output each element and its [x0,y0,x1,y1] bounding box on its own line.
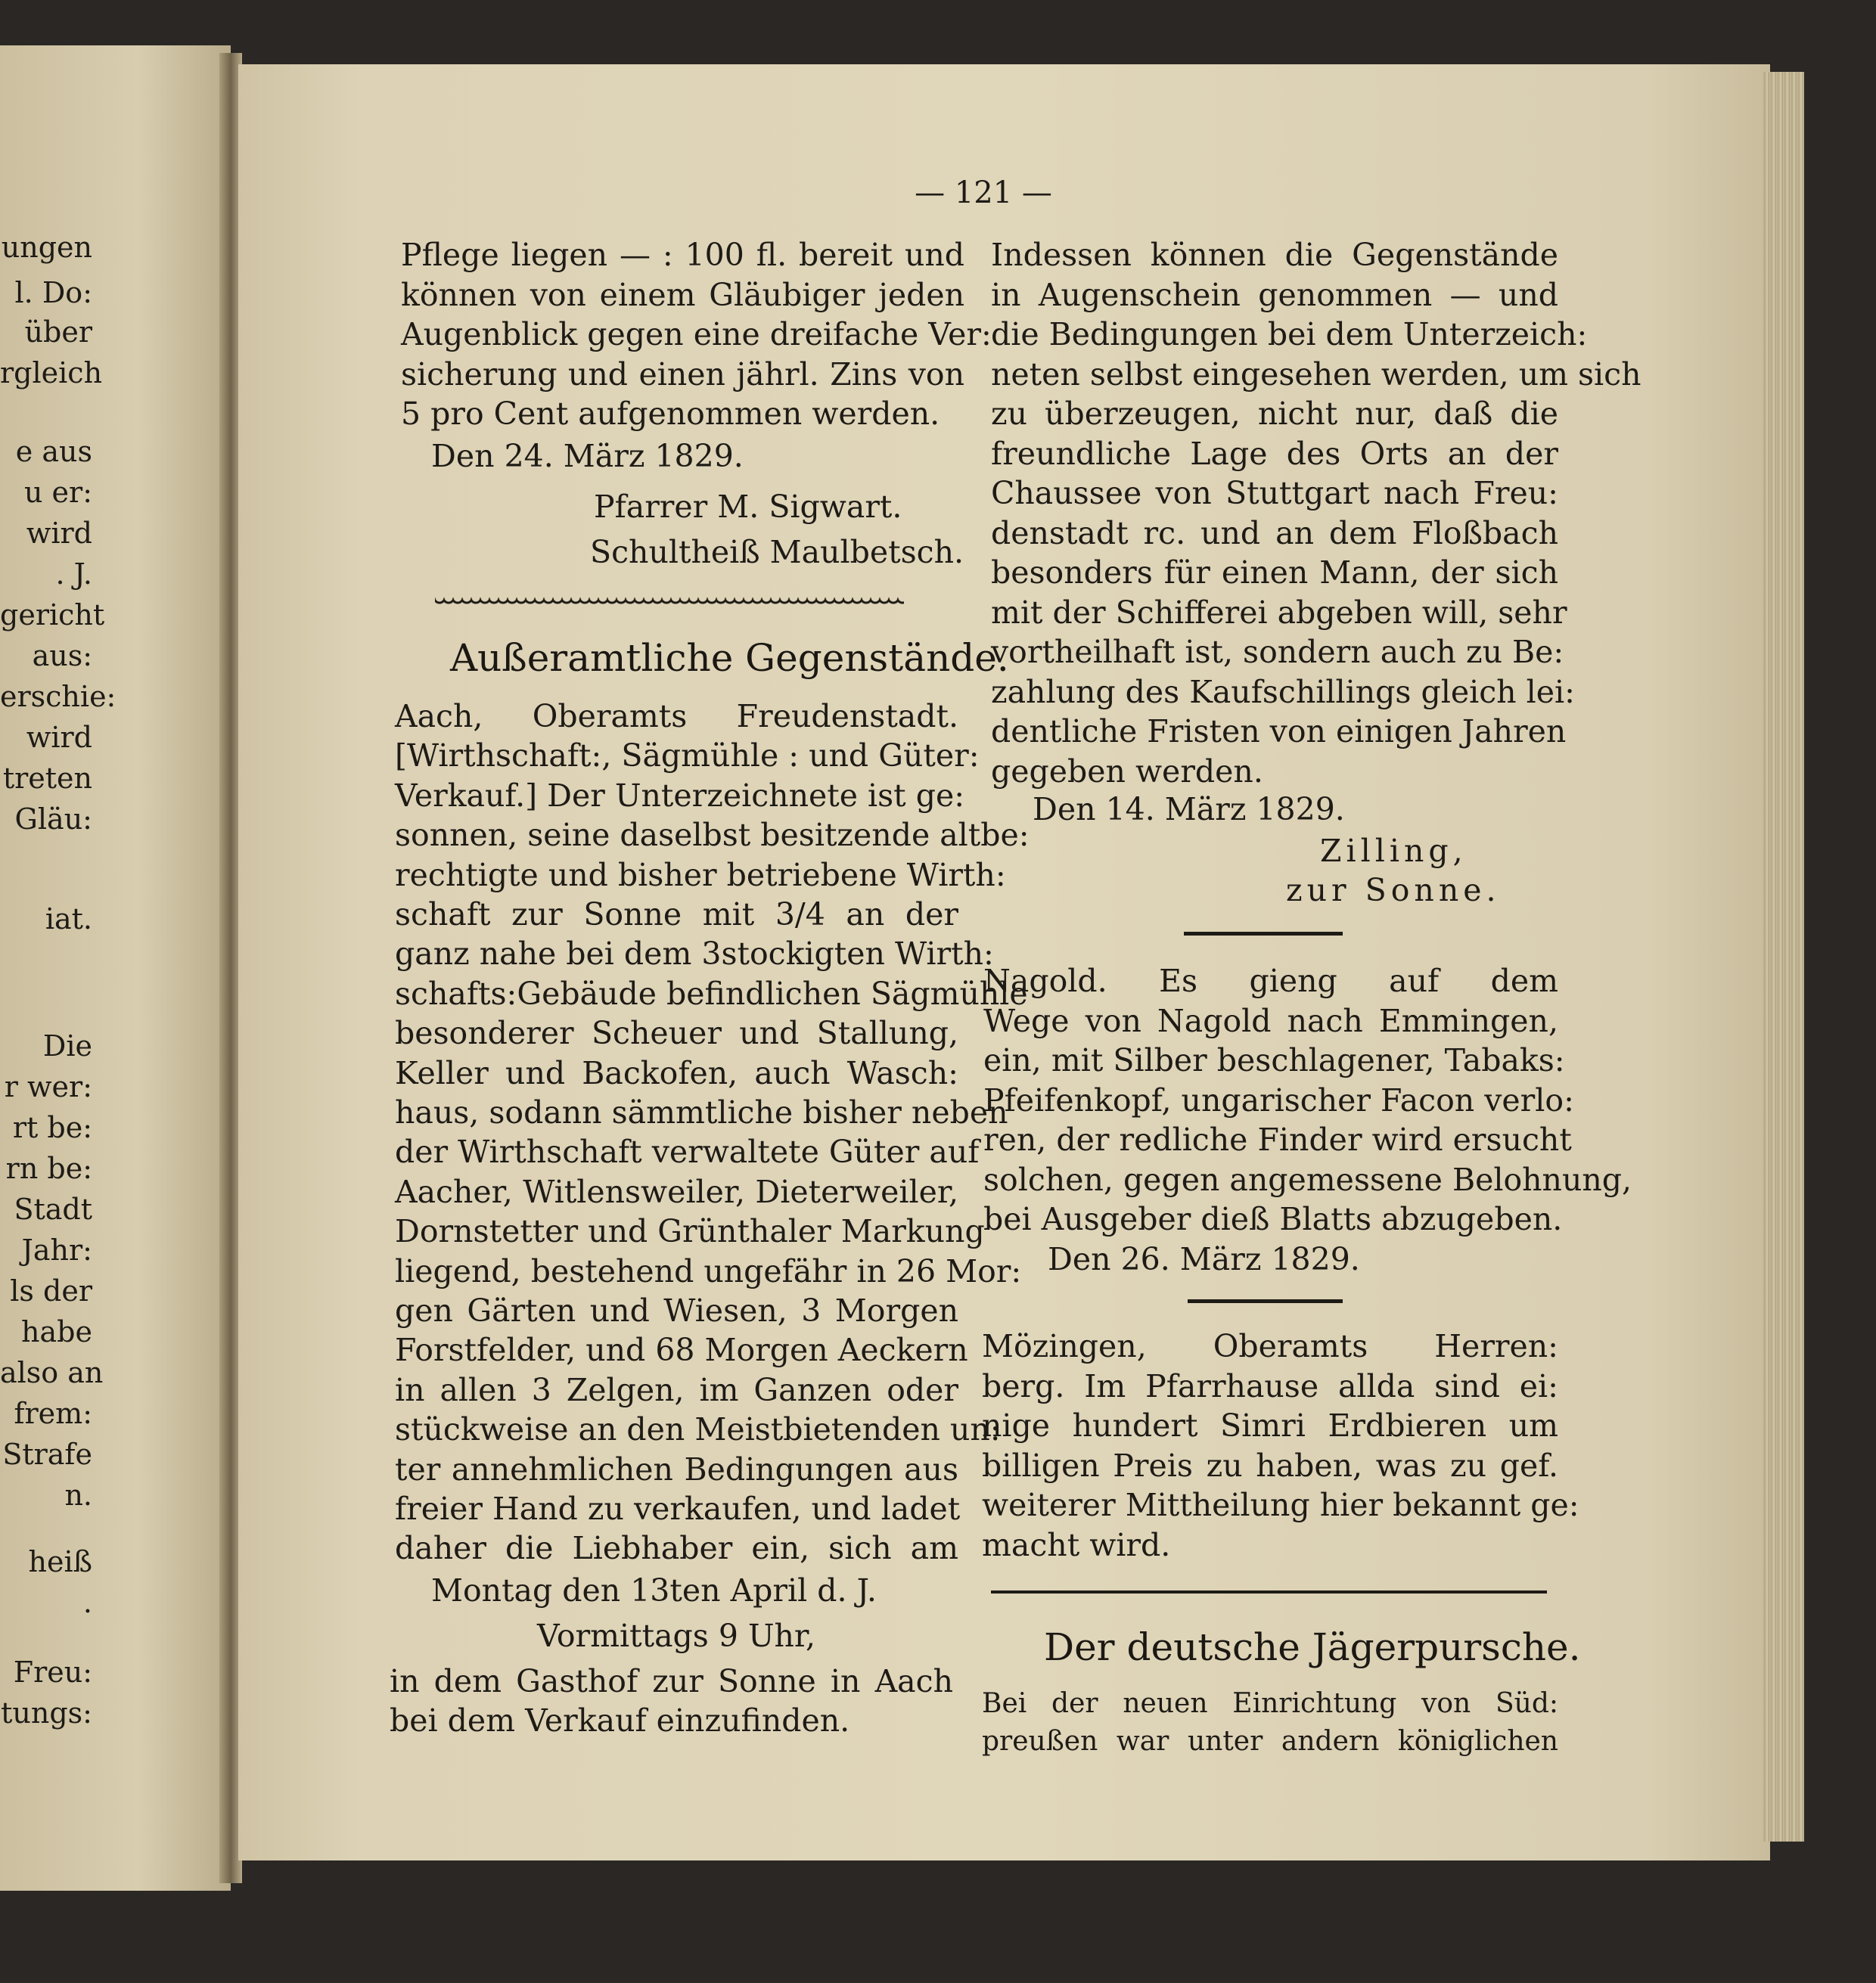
section-rule [991,1590,1547,1594]
text-line: Forstfelder, und 68 Morgen Aeckern [395,1332,968,1369]
divider-rule [1188,1299,1343,1303]
text-line: mit der Schifferei abgeben will, sehr [991,594,1567,631]
left-page-fragment: n. [64,1479,92,1512]
text-line: Indessen können die Gegenstände [991,237,1558,273]
text-line: Dornstetter und Grünthaler Markung [395,1213,985,1250]
sale-date: Montag den 13ten April d. J. [431,1572,877,1609]
left-page-fragment: über [24,315,92,349]
text-line: gen Gärten und Wiesen, 3 Morgen [395,1293,958,1329]
text-line: nige hundert Simri Erdbieren um [982,1407,1558,1444]
text-line: neten selbst eingesehen werden, um sich [991,355,1642,393]
text-line: gegeben werden. [991,753,1263,790]
text-line: Pfeifenkopf, ungarischer Facon verlo: [983,1081,1574,1119]
left-page-fragment: rgleich [0,356,103,389]
section-heading-right: Der deutsche Jägerpursche. [1044,1625,1581,1669]
text-line: ter annehmlichen Bedingungen aus [395,1451,958,1488]
text-line: 5 pro Cent aufgenommen werden. [401,396,940,432]
left-signature-schultheiss: Schultheiß Maulbetsch. [590,534,964,570]
text-line: freundliche Lage des Orts an der [991,435,1558,472]
text-line: dentliche Fristen von einigen Jahren [991,713,1567,749]
text-line: haus, sodann sämmtliche bisher neben [395,1094,1008,1131]
text-line: ren, der redliche Finder wird ersucht [983,1122,1572,1158]
text-line: Keller und Backofen, auch Wasch: [395,1054,958,1091]
divider-rule [1184,932,1343,936]
text-line: [Wirthschaft:, Sägmühle : und Güter: [395,737,980,774]
left-page-fragment: heiß [28,1545,92,1578]
left-page-fragment: r wer: [4,1070,92,1103]
left-page-fragment: l. Do: [14,276,92,309]
text-line: zu überzeugen, nicht nur, daß die [991,396,1558,432]
text-line: Pflege liegen — : 100 fl. bereit und [401,237,964,273]
left-page-fragment: . J. [55,557,92,591]
text-line: Nagold. Es gieng auf dem [983,963,1558,999]
text-line: billigen Preis zu haben, was zu gef. [982,1447,1558,1484]
section-heading-left: Außeramtliche Gegenstände. [450,636,1009,680]
left-page-fragment: wird [26,517,92,550]
text-line: sicherung und einen jährl. Zins von [401,355,964,393]
left-page-fragment: Die [42,1029,92,1063]
left-page-fragment: Freu: [13,1656,92,1689]
wavy-divider [435,597,904,608]
text-line: Mözingen, Oberamts Herren: [982,1328,1558,1364]
text-line: macht wird. [982,1526,1171,1563]
text-line: ein, mit Silber beschlagener, Tabaks: [983,1042,1565,1078]
text-line: bei Ausgeber dieß Blatts abzugeben. [983,1201,1563,1237]
left-page-fragment: ls der [10,1274,92,1308]
sale-time: Vormittags 9 Uhr, [537,1618,816,1654]
text-line: weiterer Mittheilung hier bekannt ge: [982,1487,1579,1523]
text-line: besonderer Scheuer und Stallung, [395,1015,958,1052]
left-page-fragment: tungs: [1,1696,92,1730]
text-line: in dem Gasthof zur Sonne in Aach [390,1663,953,1699]
aach-signature-name: Zilling, [1320,833,1468,869]
aach-date: Den 14. März 1829. [1033,791,1345,827]
left-page-fragment: rt be: [12,1111,92,1144]
left-page-fragment: aus: [32,639,92,672]
left-page-fragment: . [82,1586,92,1619]
nagold-date: Den 26. März 1829. [1048,1241,1360,1277]
left-page-fragment: Stadt [14,1193,92,1226]
left-page-fragment: Strafe [2,1438,92,1471]
text-line: denstadt rc. und an dem Floßbach [991,514,1558,551]
text-line: schaft zur Sonne mit 3/4 an der [395,896,958,933]
left-page-fragment: ungen [1,231,92,264]
text-line: Chaussee von Stuttgart nach Freu: [991,475,1558,511]
page-number: — 121 — [915,175,1052,210]
text-line: bei dem Verkauf einzufinden. [390,1702,850,1739]
text-line: die Bedingungen bei dem Unterzeich: [991,316,1588,352]
text-line: Aacher, Witlensweiler, Dieterweiler, [395,1173,958,1210]
aach-signature-place: zur Sonne. [1286,872,1501,908]
text-line: Aach, Oberamts Freudenstadt. [395,698,958,734]
text-line: liegend, bestehend ungefähr in 26 Mor: [395,1252,1022,1289]
text-line: Wege von Nagold nach Emmingen, [983,1002,1558,1039]
left-page-fragment: frem: [14,1397,92,1430]
left-page-fragment: habe [21,1315,92,1348]
text-line: Augenblick gegen eine dreifache Ver: [401,316,992,352]
text-line: preußen war unter andern königlichen [982,1726,1558,1757]
text-line: Verkauf.] Der Unterzeichnete ist ge: [395,777,965,814]
text-line: berg. Im Pfarrhause allda sind ei: [982,1367,1558,1404]
text-line: rechtigte und bisher betriebene Wirth: [395,856,1006,893]
text-line: solchen, gegen angemessene Belohnung, [983,1161,1632,1198]
left-date: Den 24. März 1829. [431,438,744,474]
left-page-fragment: Gläu: [14,802,92,836]
left-page-fragment: wird [26,721,92,754]
left-page-fragment: treten [2,762,92,795]
text-line: besonders für einen Mann, der sich [991,554,1558,591]
text-line: der Wirthschaft verwaltete Güter auf [395,1134,980,1171]
text-line: vortheilhaft ist, sondern auch zu Be: [991,634,1564,670]
text-line: ganz nahe bei dem 3stockigten Wirth: [395,936,994,973]
text-line: können von einem Gläubiger jeden [401,276,964,313]
left-page-fragment: also an [0,1356,104,1389]
page-edges [1763,72,1804,1842]
text-line: stückweise an den Meistbietenden un: [395,1411,1001,1448]
text-line: schafts:Gebäude befindlichen Sägmühle [395,975,1028,1012]
left-page-fragment: rn be: [5,1152,92,1185]
text-line: in allen 3 Zelgen, im Ganzen oder [395,1371,958,1408]
text-line: daher die Liebhaber ein, sich am [395,1530,958,1567]
text-line: zahlung des Kaufschillings gleich lei: [991,673,1575,710]
text-line: freier Hand zu verkaufen, und ladet [395,1491,961,1527]
left-page-fragment: e aus [15,435,92,468]
left-page-fragment: iat. [45,902,92,936]
text-line: in Augenschein genommen — und [991,276,1558,313]
text-line: sonnen, seine daselbst besitzende altbe: [395,817,1030,854]
left-page-fragment: Jahr: [21,1234,92,1267]
left-signature-pfarrer: Pfarrer M. Sigwart. [594,489,902,525]
left-page-fragment: u er: [23,476,92,509]
left-page-fragment: gericht [0,598,105,632]
left-page-fragment: erschie: [0,680,116,713]
text-line: Bei der neuen Einrichtung von Süd: [982,1688,1558,1719]
